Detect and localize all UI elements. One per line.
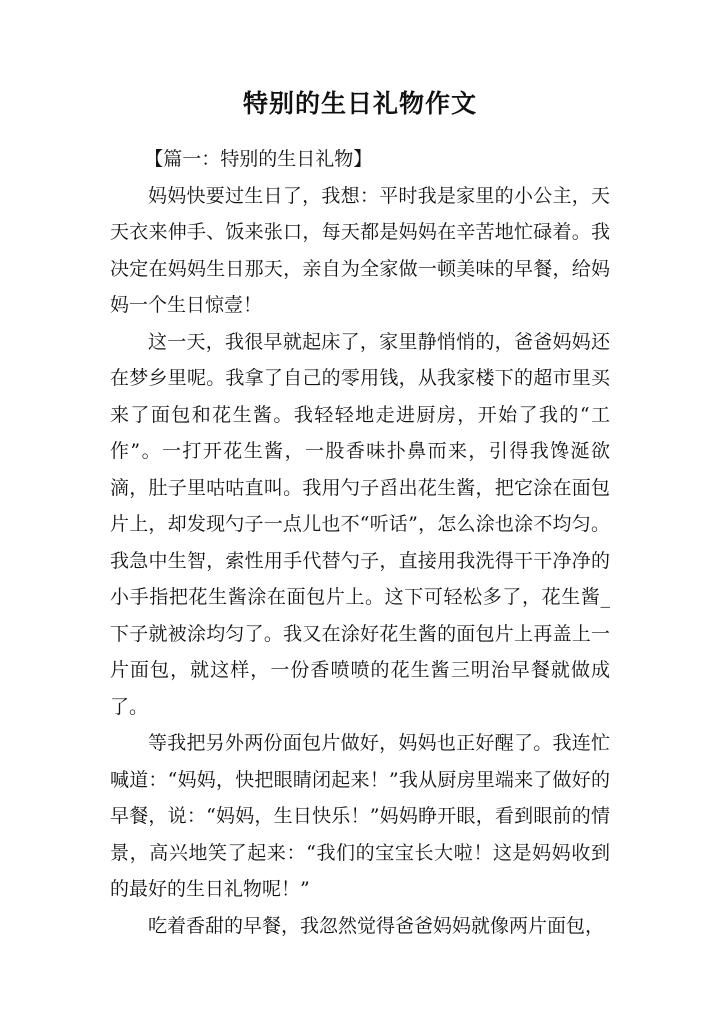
paragraph-3: 等我把另外两份面包片做好，妈妈也正好醒了。我连忙喊道：“妈妈，快把眼睛闭起来！”我从厨房里端来了做好的早餐，说：“妈妈，生日快乐！”妈妈睁开眼，看到眼前的情景，高兴地笑了起来：“我们的宝宝长大啦！这是妈妈收到的最好的生日礼物呢！”	[110, 732, 610, 900]
paragraph-2: 这一天，我很早就起床了，家里静悄悄的，爸爸妈妈还在梦乡里呢。我拿了自己的零用钱，从我家楼下的超市里买来了面包和花生酱。我轻轻地走进厨房，开始了我的“工作”。一打开花生酱，一股香味扑鼻而来，引得我馋涎欲滴，肚子里咕咕直叫。我用勺子舀出花生酱，把它涂在面包片上，却发现勺子一点儿也不“听话”，怎么涂也涂不均匀。我急中生智，索性用手代替勺子，直接用我洗得干干净净的小手指把花生酱涂在面包片上。这下可轻松多了，花生酱_下子就被涂均匀了。我又在涂好花生酱的面包片上再盖上一片面包，就这样，一份香喷喷的花生酱三明治早餐就做成了。	[110, 330, 610, 718]
section-heading: 【篇一：特别的生日礼物】	[144, 148, 373, 170]
paragraph-1: 妈妈快要过生日了，我想：平时我是家里的小公主，天天衣来伸手、饭来张口，每天都是妈妈在辛苦地忙碌着。我决定在妈妈生日那天，亲自为全家做一顿美味的早餐，给妈妈一个生日惊壹！	[110, 184, 610, 316]
paragraph-4: 吃着香甜的早餐，我忽然觉得爸爸妈妈就像两片面包，	[148, 914, 605, 937]
document-body	[110, 141, 610, 944]
document-title: 特别的生日礼物作文	[242, 89, 477, 118]
